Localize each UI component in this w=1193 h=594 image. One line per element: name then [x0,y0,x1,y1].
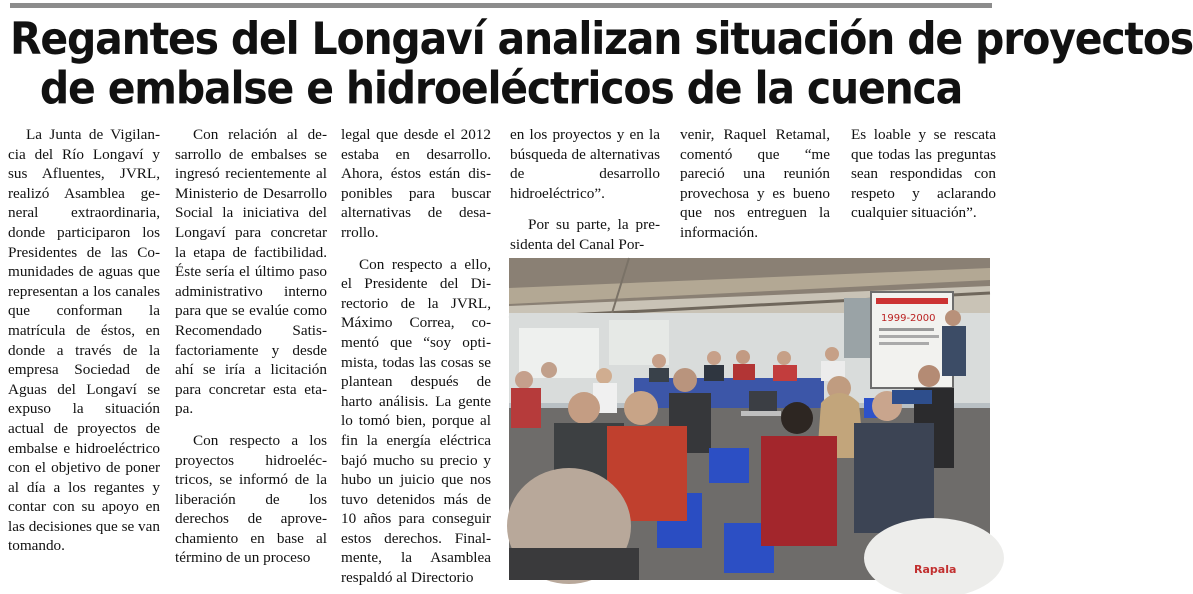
article-column-1 [8,125,160,556]
article-column-6 [851,125,996,223]
paragraph: en los proyectos y en la búsqueda de alternativas de desarrollo hidroeléctrico”. [510,126,660,202]
cap-brand: Rapala [914,563,957,576]
paragraph: Con respecto a los proyectos hidroeléctricos, se informó de la liberación de los derechos de aprovechamiento en base al término de un proceso [175,431,327,567]
paragraph: Con respecto a ello, el Presidente del Directorio de la JVRL, Máximo Correa, comentó que “soy optimista, todas las cosas se plantean después de harto análisis. La gente lo tomó bien, porque al fin la energía eléctrica bajó mucho su precio y hubo un juicio que nos tuvo detenidos más de 10 años para conseguir estos derechos. Finalmente, la Asamblea respaldó al Directorio [341,255,491,587]
slide-title: 1999-2000 [881,313,936,324]
paragraph: La Junta de Vigilancia del Río Longaví y sus Afluentes, JVRL, realizó Asamblea general extraordinaria, donde participaron los Presidentes de las Comunidades de aguas que representan a los canales que conforman la matrícula de éstos, en donde a través de la empresa Sociedad de Aguas del Longaví se expuso la situación actual de proyectos de embalse e hidroeléctrico con el objetivo de poner al día a los regantes y contar con su apoyo en las decisiones que se van tomando. [8,126,160,555]
paragraph: Con relación al desarrollo de embalses se ingresó recientemente al Ministerio de Desarrollo Social la iniciativa del Longaví para concretar la etapa de factibilidad. Éste sería el último paso administrativo interno para que se evalúe como Recomendado Satisfactoriamente y desde ahí se iría a licitación para concretar esta etapa. [175,126,327,418]
article-column-3 [341,125,491,588]
assembly-photo [509,258,990,580]
headline [10,12,1193,115]
headline-line-1: Regantes del Longaví analizan situación de proyectos [10,12,1193,65]
article-column-5 [680,125,830,243]
top-rule [10,3,992,8]
article-column-4 [510,125,660,255]
paragraph: Es loable y se rescata que todas las preguntas sean respondidas con respeto y aclarando cualquier situación”. [851,126,996,222]
headline-line-2: de embalse e hidroeléctricos de la cuenca [39,62,963,115]
paragraph: Por su parte, la presidenta del Canal Por- [510,216,660,253]
paragraph: venir, Raquel Retamal, comentó que “me pareció una reunión provechosa y es bueno que nos entreguen la información. [680,126,830,241]
article-column-2 [175,125,327,568]
paragraph: legal que desde el 2012 estaba en desarrollo. Ahora, éstos están disponibles para buscar alternativas de desarrollo. [341,126,491,241]
